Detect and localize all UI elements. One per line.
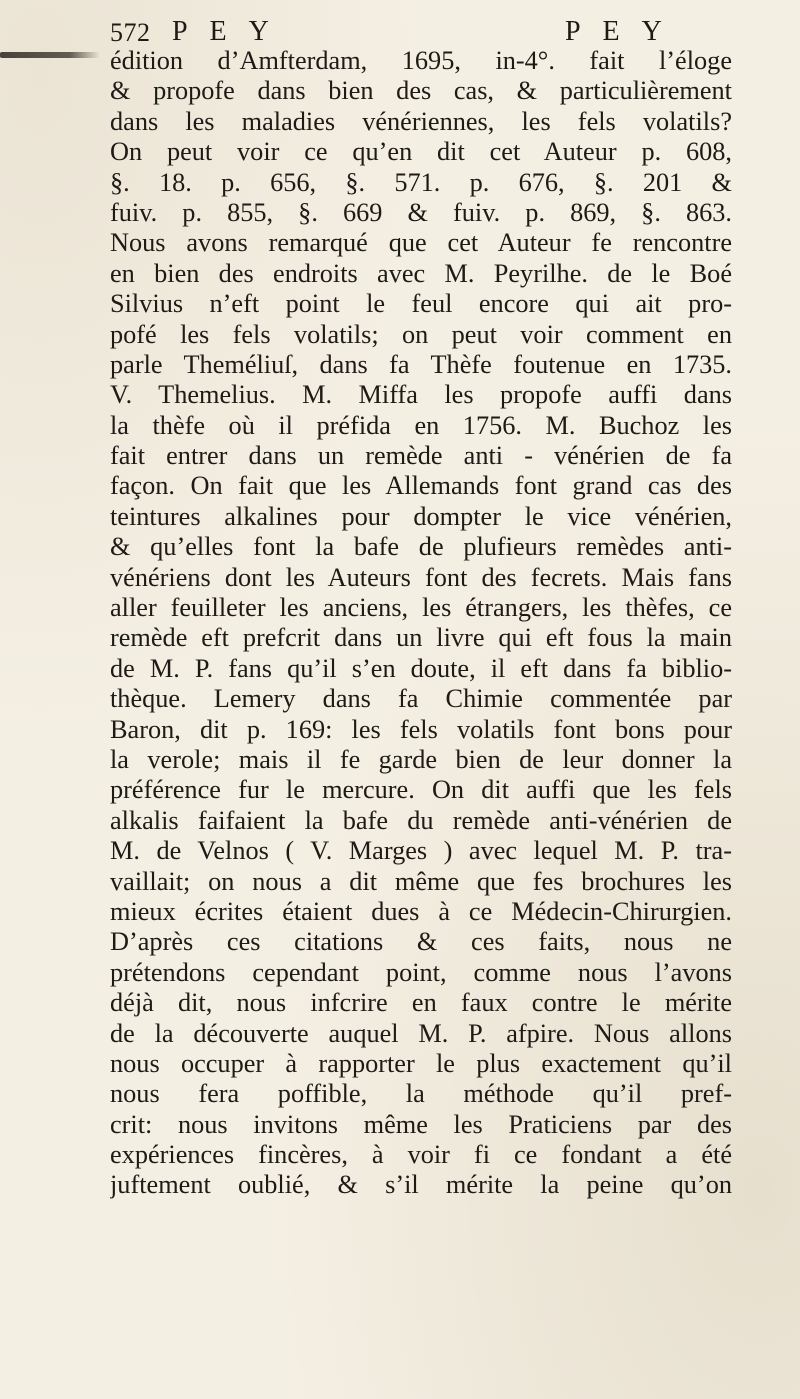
text-line: fait entrer dans un remède anti - vénérien de fa bbox=[110, 441, 732, 471]
text-line: la thèfe où il préfida en 1756. M. Buchoz les bbox=[110, 410, 732, 440]
page-number: 572 bbox=[110, 18, 151, 47]
text-line: de M. P. fans qu’il s’en doute, il eft dans fa biblio- bbox=[110, 653, 732, 683]
text-line: Silvius n’eft point le feul encore qui ait pro- bbox=[110, 289, 732, 319]
text-line: Baron, dit p. 169: les fels volatils font bons pour bbox=[110, 714, 732, 744]
running-head-right: P E Y bbox=[565, 16, 670, 47]
text-line: en bien des endroits avec M. Peyrilhe. de le Boé bbox=[110, 258, 732, 288]
text-line: aller feuilleter les anciens, les étrangers, les thèfes, ce bbox=[110, 593, 732, 623]
text-line: préférence fur le mercure. On dit auffi que les fels bbox=[110, 775, 732, 805]
text-line: édition d’Amfterdam, 1695, in-4°. fait l’éloge bbox=[110, 46, 732, 75]
text-line: prétendons cependant point, comme nous l’avons bbox=[110, 957, 732, 987]
text-line: §. 18. p. 656, §. 571. p. 676, §. 201 & bbox=[110, 167, 732, 197]
text-line: fuiv. p. 855, §. 669 & fuiv. p. 869, §. 863. bbox=[110, 197, 732, 227]
text-line: On peut voir ce qu’en dit cet Auteur p. 608, bbox=[110, 137, 732, 167]
text-line: & propofe dans bien des cas, & particulièrement bbox=[110, 76, 732, 106]
text-line: de la découverte auquel M. P. afpire. Nous allons bbox=[110, 1018, 732, 1048]
text-line: mieux écrites étaient dues à ce Médecin-Chirurgien. bbox=[110, 896, 732, 926]
text-line: déjà dit, nous infcrire en faux contre le mérite bbox=[110, 988, 732, 1018]
text-line: remède eft prefcrit dans un livre qui eft fous la main bbox=[110, 623, 732, 653]
text-line: vénériens dont les Auteurs font des fecrets. Mais fans bbox=[110, 562, 732, 592]
running-head-left: P E Y bbox=[172, 16, 277, 47]
text-line: parle Theméliuſ, dans fa Thèfe foutenue en 1735. bbox=[110, 349, 732, 379]
text-line: V. Themelius. M. Miffa les propofe auffi dans bbox=[110, 380, 732, 410]
text-line: juftement oublié, & s’il mérite la peine qu’on bbox=[110, 1170, 732, 1200]
text-line: dans les maladies vénériennes, les fels volatils? bbox=[110, 106, 732, 136]
ink-smudge bbox=[0, 52, 100, 58]
text-line: expériences fincères, à voir fi ce fondant a été bbox=[110, 1140, 732, 1170]
text-line: crit: nous invitons même les Praticiens par des bbox=[110, 1109, 732, 1139]
text-line: la verole; mais il fe garde bien de leur donner la bbox=[110, 744, 732, 774]
text-line: pofé les fels volatils; on peut voir comment en bbox=[110, 319, 732, 349]
text-line: D’après ces citations & ces faits, nous ne bbox=[110, 927, 732, 957]
text-line: Nous avons remarqué que cet Auteur fe rencontre bbox=[110, 228, 732, 258]
text-line: & qu’elles font la bafe de plufieurs remèdes anti- bbox=[110, 532, 732, 562]
text-line: teintures alkalines pour dompter le vice vénérien, bbox=[110, 501, 732, 531]
body-text bbox=[110, 46, 732, 1386]
text-line: façon. On fait que les Allemands font grand cas des bbox=[110, 471, 732, 501]
text-line: alkalis faifaient la bafe du remède anti-vénérien de bbox=[110, 805, 732, 835]
text-line: vaillait; on nous a dit même que fes brochures les bbox=[110, 866, 732, 896]
text-line: M. de Velnos ( V. Marges ) avec lequel M. P. tra- bbox=[110, 836, 732, 866]
text-line: thèque. Lemery dans fa Chimie commentée par bbox=[110, 684, 732, 714]
text-line: nous occuper à rapporter le plus exactement qu’il bbox=[110, 1048, 732, 1078]
text-line: nous fera poffible, la méthode qu’il pref- bbox=[110, 1079, 732, 1109]
